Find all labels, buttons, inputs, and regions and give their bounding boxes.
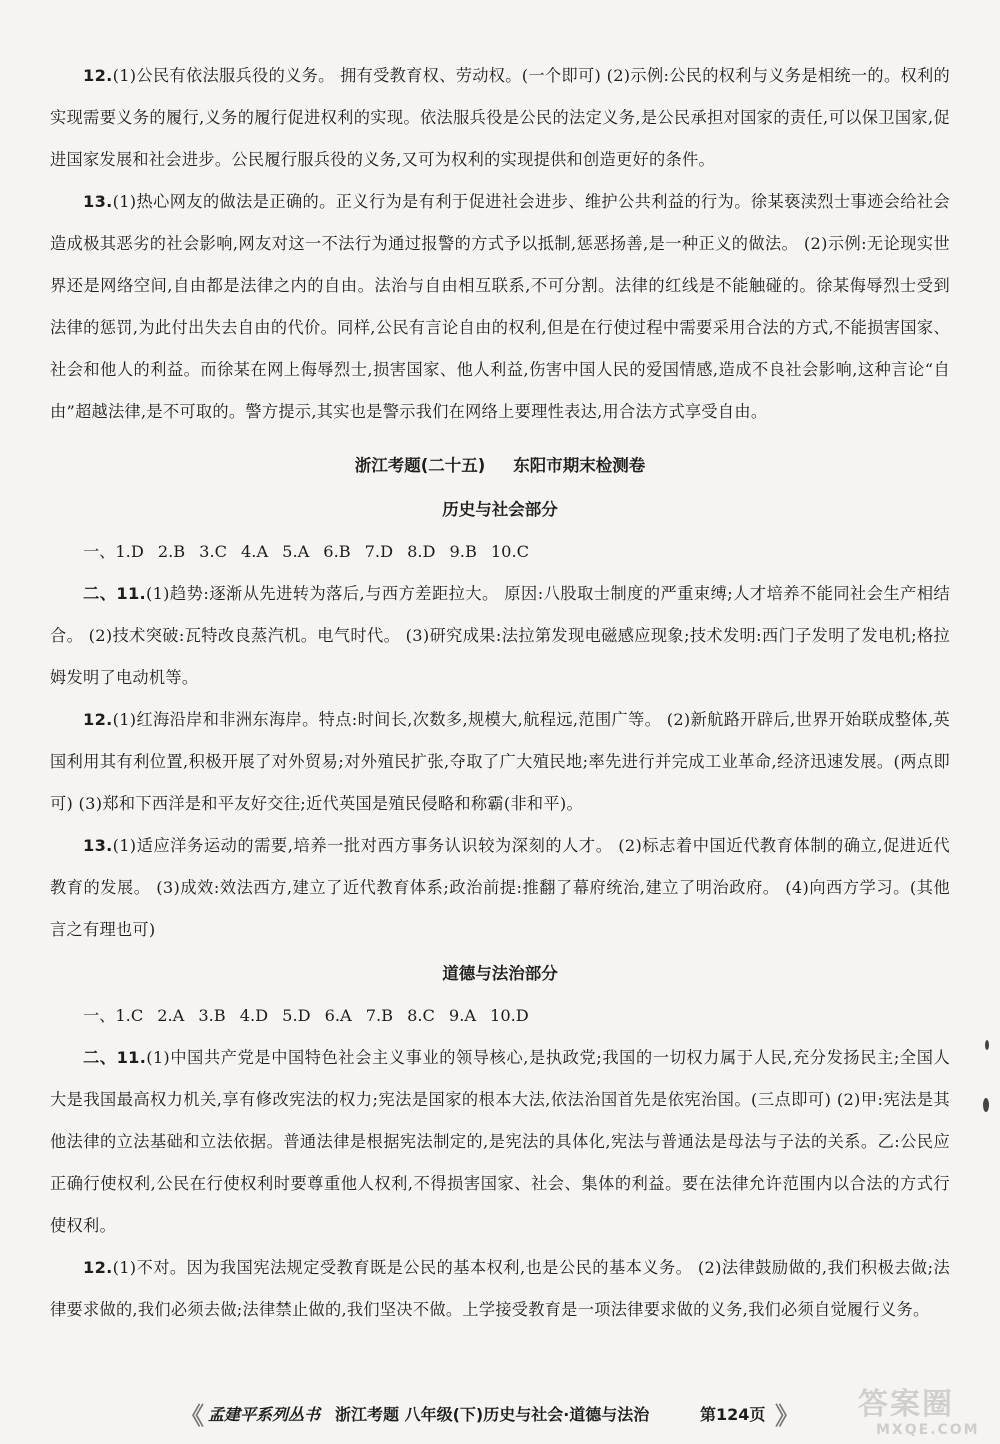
scan-speck (983, 1098, 989, 1112)
section-title-right: 东阳市期末检测卷 (513, 456, 646, 475)
footer-book: 浙江考题 八年级(下)历史与社会·道德与法治 (335, 1405, 650, 1424)
history-paragraph-13 (50, 825, 950, 951)
mc-answer: 10.D (490, 1006, 529, 1025)
question-number: 12. (83, 1258, 113, 1277)
mc-answer: 1.C (115, 1006, 144, 1025)
mc-answer: 7.B (365, 1006, 394, 1025)
footer-series: 孟建平系列丛书 (208, 1405, 321, 1424)
chevron-right-icon: 》 (775, 1402, 799, 1430)
mc-answer: 8.D (407, 542, 436, 561)
watermark-logo (858, 1388, 988, 1440)
question-number: 二、11. (83, 584, 146, 603)
mc-answer: 6.A (324, 1006, 352, 1025)
civics-paragraph-12 (50, 1247, 950, 1331)
mc-answer: 2.B (157, 542, 186, 561)
paragraph-text: (1)趋势:逐渐从先进转为落后,与西方差距拉大。 原因:八股取士制度的严重束缚;人才培养不能同社会生产相结合。 (2)技术突破:瓦特改良蒸汽机。电气时代。 (3)研究成果:法拉第发现电磁感应现象;技术发明:西门子发明了发电机;格拉姆发明了电动机等。 (50, 584, 950, 687)
mc-answer: 6.B (323, 542, 351, 561)
paragraph-text: (1)不对。因为我国宪法规定受教育既是公民的基本权利,也是公民的基本义务。 (2)法律鼓励做的,我们积极去做;法律要求做的,我们必须去做;法律禁止做的,我们坚决不做。上学接受教育是一项法律要求做的义务,我们必须自觉履行义务。 (50, 1258, 950, 1319)
paragraph-text: (1)红海沿岸和非洲东海岸。特点:时间长,次数多,规模大,航程远,范围广等。 (2)新航路开辟后,世界开始联成整体,英国利用其有利位置,积极开展了对外贸易;对外殖民扩张,夺取了广大殖民地;率先进行并完成工业革命,经济迅速发展。(两点即可) (3)郑和下西洋是和平友好交往;近代英国是殖民侵略和称霸(非和平)。 (50, 710, 950, 813)
paragraph-top-12 (50, 55, 950, 181)
mc-answer: 1.D (115, 542, 144, 561)
mc-answer: 9.A (448, 1006, 477, 1025)
mc-answer: 7.D (364, 542, 394, 561)
paragraph-text: (1)公民有依法服兵役的义务。 拥有受教育权、劳动权。(一个即可) (2)示例:公民的权利与义务是相统一的。权利的实现需要义务的履行,义务的履行促进权利的实现。依法服兵役是公民的法定义务,是公民承担对国家的责任,可以保卫国家,促进国家发展和社会进步。公民履行服兵役的义务,又可为权利的实现提供和创造更好的条件。 (50, 66, 950, 169)
watermark-url: MXQE.COM (876, 1422, 980, 1438)
mc-answer: 3.C (199, 542, 227, 561)
question-number: 12. (83, 710, 113, 729)
paragraph-text: (1)中国共产党是中国特色社会主义事业的领导核心,是执政党;我国的一切权力属于人民,充分发扬民主;全国人大是我国最高权力机关,享有修改宪法的权力;宪法是国家的根本大法,依法治国首先是依宪治国。(三点即可) (2)甲:宪法是其他法律的立法基础和立法依据。普通法律是根据宪法制定的,是宪法的具体化,宪法与普通法是母法与子法的关系。乙:公民应正确行使权利,公民在行使权利时要尊重他人权利,不得损害国家、社会、集体的利益。要在法律允许范围内以合法的方式行使权利。 (50, 1048, 950, 1235)
mc-answer: 4.A (241, 542, 269, 561)
civics-mc-answers (50, 995, 950, 1037)
history-mc-answers (50, 531, 950, 573)
history-paragraph-11 (50, 573, 950, 699)
mc-answer: 10.C (490, 542, 529, 561)
mc-answer: 2.A (157, 1006, 185, 1025)
mc-answer: 8.C (407, 1006, 435, 1025)
mc-answer: 4.D (239, 1006, 269, 1025)
page-footer (0, 1392, 1000, 1432)
question-number: 13. (83, 192, 113, 211)
section-title-left: 浙江考题(二十五) (354, 456, 486, 475)
scan-speck (985, 1040, 989, 1050)
history-title: 历史与社会部分 (442, 500, 558, 519)
civics-paragraph-11 (50, 1037, 950, 1247)
question-number: 13. (83, 836, 113, 855)
mc-prefix: 一、 (83, 542, 116, 561)
question-number: 12. (83, 66, 113, 85)
chevron-left-icon: 《 (180, 1402, 204, 1430)
mc-prefix: 一、 (83, 1006, 116, 1025)
mc-answer: 9.B (449, 542, 477, 561)
history-paragraph-12 (50, 699, 950, 825)
mc-answer: 3.B (198, 1006, 226, 1025)
question-number: 二、11. (83, 1048, 147, 1067)
mc-answer: 5.D (282, 1006, 311, 1025)
mc-answer: 5.A (282, 542, 310, 561)
section-title (50, 451, 950, 481)
watermark-text: 答案圈 (858, 1387, 954, 1422)
paragraph-text: (1)热心网友的做法是正确的。正义行为是有利于促进社会进步、维护公共利益的行为。徐某亵渎烈士事迹会给社会造成极其恶劣的社会影响,网友对这一不法行为通过报警的方式予以抵制,惩恶扬善,是一种正义的做法。 (2)示例:无论现实世界还是网络空间,自由都是法律之内的自由。法治与自由相互联系,不可分割。法律的红线是不能触碰的。徐某侮辱烈士受到法律的惩罚,为此付出失去自由的代价。同样,公民有言论自由的权利,但是在行使过程中需要采用合法的方式,不能损害国家、社会和他人的利益。而徐某在网上侮辱烈士,损害国家、他人利益,伤害中国人民的爱国情感,造成不良社会影响,这种言论“自由”超越法律,是不可取的。警方提示,其实也是警示我们在网络上要理性表达,用合法方式享受自由。 (50, 192, 950, 421)
civics-title: 道德与法治部分 (442, 964, 558, 983)
paragraph-text: (1)适应洋务运动的需要,培养一批对西方事务认识较为深刻的人才。 (2)标志着中国近代教育体制的确立,促进近代教育的发展。 (3)成效:效法西方,建立了近代教育体系;政治前提:推翻了幕府统治,建立了明治政府。 (4)向西方学习。(其他言之有理也可) (50, 836, 950, 939)
footer-page-number: 第124页 (700, 1405, 766, 1424)
paragraph-top-13 (50, 181, 950, 433)
answer-page (50, 55, 950, 1331)
